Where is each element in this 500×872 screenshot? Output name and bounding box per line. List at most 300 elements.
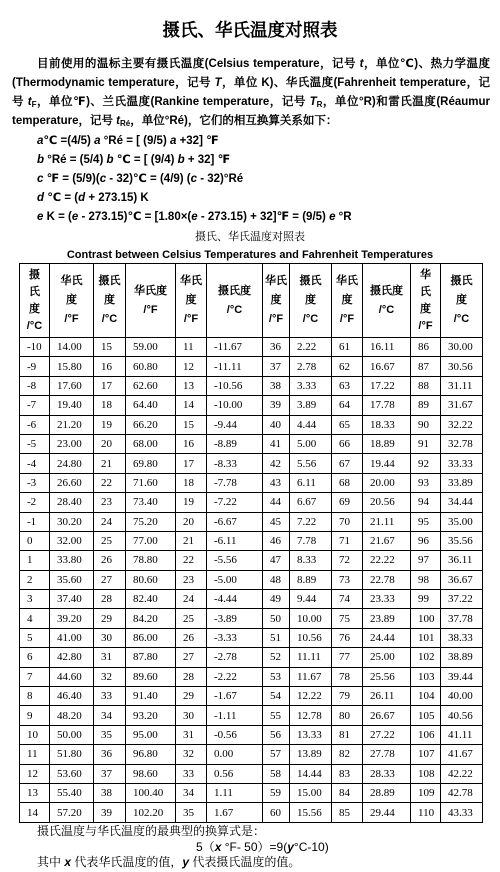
table-cell: -4 (20, 454, 50, 473)
table-cell: 99 (411, 590, 441, 609)
table-cell: 104 (411, 687, 441, 706)
table-cell: 59.00 (126, 338, 176, 357)
table-cell: 31 (94, 648, 126, 667)
intro-text: ，单位℃)、热力学温度(Thermodynamic temperature，记号 (12, 58, 490, 89)
table-cell: 16.11 (363, 338, 411, 357)
table-cell: 42.80 (50, 648, 94, 667)
table-cell: 5.00 (290, 435, 332, 454)
table-cell: 86 (411, 338, 441, 357)
table-cell: 14.44 (290, 765, 332, 784)
formula-text: - 32)℃ = (4/9) ( (106, 173, 191, 185)
table-cell: 2.22 (290, 338, 332, 357)
table-cell: 32 (94, 668, 126, 687)
table-cell: 36 (263, 338, 290, 357)
table-cell: 27.78 (363, 745, 411, 764)
formula-variable: b (37, 154, 45, 166)
table-cell: 1 (20, 551, 50, 570)
table-cell: 96 (411, 532, 441, 551)
table-cell: 8.89 (290, 571, 332, 590)
table-cell: 21.67 (363, 532, 411, 551)
table-cell: 24 (94, 513, 126, 532)
header-label: 华氏度 (179, 275, 202, 306)
table-cell: 53 (263, 668, 290, 687)
formula-text: + 273.15) K (85, 192, 149, 204)
header-label: 华氏度 (60, 275, 83, 306)
table-cell: -6.67 (207, 513, 263, 532)
formula-text: + 32] ℉ (184, 154, 231, 166)
table-cell: 22.78 (363, 571, 411, 590)
footer-formula (196, 840, 329, 855)
table-header-cell (50, 264, 94, 338)
table-cell: 0.56 (207, 765, 263, 784)
footer-variable: y (182, 855, 190, 869)
table-cell: -8.89 (207, 435, 263, 454)
table-cell: -11.67 (207, 338, 263, 357)
table-cell: 24.80 (50, 454, 94, 473)
table-cell: -4.44 (207, 590, 263, 609)
table-cell: 21.11 (363, 513, 411, 532)
table-cell: 28 (176, 668, 207, 687)
table-cell: 50.00 (50, 726, 94, 745)
table-cell: 39.20 (50, 609, 94, 628)
intro-variable: T (214, 77, 222, 89)
footer-formula-text: °C-10) (293, 839, 329, 854)
table-cell: 59 (263, 784, 290, 803)
table-header-cell (290, 264, 332, 338)
table-header-cell (126, 264, 176, 338)
table-cell: 18.33 (363, 416, 411, 435)
table-cell: 3.33 (290, 377, 332, 396)
header-unit: /°C (26, 319, 43, 332)
table-cell: 68.00 (126, 435, 176, 454)
table-cell: 3 (20, 590, 50, 609)
table-cell: -8.33 (207, 454, 263, 473)
table-cell: 2.78 (290, 357, 332, 376)
footer-formula-text: 5（ (196, 839, 215, 854)
table-cell: 89.60 (126, 668, 176, 687)
header-unit: /°F (268, 313, 284, 325)
table-cell: 20.56 (363, 493, 411, 512)
table-cell: 46 (263, 532, 290, 551)
table-cell: 36.67 (441, 571, 483, 590)
header-unit: /°C (378, 303, 395, 316)
table-cell: 80 (332, 706, 363, 725)
table-cell: 77 (332, 648, 363, 667)
intro-text: ，单位°R)和雷氏温度(Réaumur temperature，记号 (12, 96, 490, 127)
table-cell: 56 (263, 726, 290, 745)
table-header-cell (363, 264, 411, 338)
footer-variable: x (64, 855, 72, 869)
table-cell: 40 (263, 416, 290, 435)
table-cell: 41.11 (441, 726, 483, 745)
table-cell: 15.00 (290, 784, 332, 803)
table-cell: 87.80 (126, 648, 176, 667)
header-label: 摄氏度 (450, 275, 473, 306)
intro-variable: t (359, 58, 364, 70)
table-cell: 86.00 (126, 629, 176, 648)
table-cell: 42.78 (441, 784, 483, 803)
table-cell: 98.60 (126, 765, 176, 784)
table-cell: 30 (94, 629, 126, 648)
table-cell: 26 (176, 629, 207, 648)
table-cell: 71 (332, 532, 363, 551)
table-cell: 34.44 (441, 493, 483, 512)
temperature-table (19, 263, 483, 823)
header-label: 摄氏度 (98, 275, 121, 306)
table-cell: 17 (94, 377, 126, 396)
table-cell: 37 (263, 357, 290, 376)
table-header-cell (411, 264, 441, 338)
table-cell: -0.56 (207, 726, 263, 745)
table-cell: -7.22 (207, 493, 263, 512)
table-cell: 6.11 (290, 474, 332, 493)
table-cell: 12.78 (290, 706, 332, 725)
table-cell: 8.33 (290, 551, 332, 570)
formula-line (37, 208, 487, 227)
table-cell: 18 (176, 474, 207, 493)
table-cell: -9 (20, 357, 50, 376)
table-cell: 66.20 (126, 416, 176, 435)
header-unit: /°F (143, 303, 158, 316)
table-cell: 10.56 (290, 629, 332, 648)
table-cell: 19 (94, 416, 126, 435)
table-header-cell (441, 264, 483, 338)
table-cell: 26.11 (363, 687, 411, 706)
footer-formula-text: °F- 50）=9( (221, 839, 288, 854)
header-unit: /°F (418, 319, 433, 332)
table-cell: 6.67 (290, 493, 332, 512)
table-cell: 15 (94, 338, 126, 357)
table-cell: 73 (332, 571, 363, 590)
formula-text: +32] ℉ (176, 135, 219, 147)
table-cell: 1.11 (207, 784, 263, 803)
table-cell: 4.44 (290, 416, 332, 435)
table-cell: 25 (176, 609, 207, 628)
table-cell: 93.20 (126, 706, 176, 725)
table-cell: 14 (176, 396, 207, 415)
table-cell: 44 (263, 493, 290, 512)
header-unit: /°F (64, 313, 79, 325)
table-cell: 70 (332, 513, 363, 532)
footer-variable: x (214, 839, 222, 854)
table-cell: 37.40 (50, 590, 94, 609)
table-cell: 93 (411, 474, 441, 493)
table-cell: 76 (332, 629, 363, 648)
formula-text: ℉ = (5/9)( (43, 173, 100, 185)
table-cell: 67 (332, 454, 363, 473)
table-cell: 13 (20, 784, 50, 803)
header-unit: /°C (101, 313, 118, 325)
table-cell: 22 (94, 474, 126, 493)
table-cell: 1.67 (207, 803, 263, 822)
table-cell: 28.33 (363, 765, 411, 784)
table-cell: 51.80 (50, 745, 94, 764)
formula-variable: b (106, 154, 114, 166)
table-cell: 65 (332, 416, 363, 435)
table-cell: 75.20 (126, 513, 176, 532)
table-cell: 11.11 (290, 648, 332, 667)
table-cell: -1.67 (207, 687, 263, 706)
table-cell: 19 (176, 493, 207, 512)
table-cell: 91 (411, 435, 441, 454)
table-cell: -1 (20, 513, 50, 532)
table-cell: -6 (20, 416, 50, 435)
table-cell: 78.80 (126, 551, 176, 570)
table-cell: 48.20 (50, 706, 94, 725)
table-cell: 36.11 (441, 551, 483, 570)
table-cell: 27 (94, 571, 126, 590)
table-cell: 31.67 (441, 396, 483, 415)
table-cell: 2 (20, 571, 50, 590)
footer-note-text: 其中 (37, 855, 65, 869)
formula-variable: a (37, 135, 44, 147)
table-cell: 94 (411, 493, 441, 512)
table-cell: -2.78 (207, 648, 263, 667)
table-cell: 4 (20, 609, 50, 628)
table-cell: 13.89 (290, 745, 332, 764)
table-cell: 17 (176, 454, 207, 473)
table-cell: 55.40 (50, 784, 94, 803)
intro-variable: T (309, 96, 317, 108)
table-cell: 26.60 (50, 474, 94, 493)
table-cell: 45 (263, 513, 290, 532)
table-cell: 14.00 (50, 338, 94, 357)
intro-text: ，单位 K)、华氏温度(Fahrenheit temperature，记号 (12, 77, 491, 108)
formula-text: ℃ =(4/5) (43, 135, 95, 147)
table-cell: 11 (176, 338, 207, 357)
header-label: 华氏度 (133, 284, 167, 297)
table-cell: 100 (411, 609, 441, 628)
header-label: 摄氏度 (299, 275, 322, 306)
table-cell: 23 (94, 493, 126, 512)
table-cell: 30.20 (50, 513, 94, 532)
table-cell: 98 (411, 571, 441, 590)
table-cell: 108 (411, 765, 441, 784)
table-cell: 25.00 (363, 648, 411, 667)
table-cell: 69.80 (126, 454, 176, 473)
table-cell: 22 (176, 551, 207, 570)
formula-text: ℃ = [ (9/4) (113, 154, 178, 166)
table-cell: 61 (332, 338, 363, 357)
table-cell: 19.40 (50, 396, 94, 415)
table-cell: 101 (411, 629, 441, 648)
table-cell: 52 (263, 648, 290, 667)
table-cell: 39.44 (441, 668, 483, 687)
header-label: 摄氏度 (28, 268, 40, 315)
footer-note-text: 代表华氏温度的值， (71, 855, 183, 869)
table-cell: 27.22 (363, 726, 411, 745)
table-cell: 77.00 (126, 532, 176, 551)
header-unit: /°C (453, 313, 470, 325)
table-cell: 27 (176, 648, 207, 667)
table-cell: 32.22 (441, 416, 483, 435)
formula-line (37, 151, 487, 170)
table-cell: 88 (411, 377, 441, 396)
table-cell: 49 (263, 590, 290, 609)
table-cell: 109 (411, 784, 441, 803)
table-cell: -1.11 (207, 706, 263, 725)
table-cell: 106 (411, 726, 441, 745)
table-cell: 17.78 (363, 396, 411, 415)
table-cell: 57 (263, 745, 290, 764)
table-cell: -9.44 (207, 416, 263, 435)
table-cell: 29 (94, 609, 126, 628)
table-cell: 39 (263, 396, 290, 415)
intro-variable: t (27, 96, 32, 108)
table-cell: 103 (411, 668, 441, 687)
table-cell: -7 (20, 396, 50, 415)
table-cell: 35.56 (441, 532, 483, 551)
table-cell: 7 (20, 668, 50, 687)
table-cell: 97 (411, 551, 441, 570)
table-cell: 72 (332, 551, 363, 570)
intro-subscript: F (31, 100, 37, 109)
intro-text: ，单位℉)、兰氏温度(Rankine temperature，记号 (36, 96, 310, 108)
header-unit: /°F (183, 313, 199, 325)
table-cell: 63 (332, 377, 363, 396)
table-cell: 15.80 (50, 357, 94, 376)
table-header-cell (263, 264, 290, 338)
table-cell: 107 (411, 745, 441, 764)
table-cell: 64 (332, 396, 363, 415)
table-cell: 8 (20, 687, 50, 706)
table-cell: 51 (263, 629, 290, 648)
table-cell: 35 (176, 803, 207, 822)
table-cell: 30.00 (441, 338, 483, 357)
formula-line (37, 132, 487, 151)
table-cell: 25 (94, 532, 126, 551)
table-cell: 74 (332, 590, 363, 609)
table-cell: -2.22 (207, 668, 263, 687)
table-cell: 96.80 (126, 745, 176, 764)
formula-variable: e (191, 211, 198, 223)
table-cell: 54 (263, 687, 290, 706)
table-cell: 91.40 (126, 687, 176, 706)
table-cell: 18 (94, 396, 126, 415)
formula-text: - 273.15)℃ = [1.80×( (78, 211, 192, 223)
table-cell: 12.22 (290, 687, 332, 706)
table-cell: 95 (411, 513, 441, 532)
formula-variable: e (71, 211, 79, 223)
table-cell: 17.60 (50, 377, 94, 396)
page-title: 摄氏、华氏温度对照表 (162, 20, 338, 40)
table-cell: 92 (411, 454, 441, 473)
table-cell: 100.40 (126, 784, 176, 803)
table-cell: 90 (411, 416, 441, 435)
table-cell: 37.22 (441, 590, 483, 609)
header-unit: /°C (226, 303, 243, 316)
table-cell: 18.89 (363, 435, 411, 454)
table-cell: 32 (176, 745, 207, 764)
header-label: 摄氏度 (369, 284, 403, 297)
table-cell: 58 (263, 765, 290, 784)
table-cell: 68 (332, 474, 363, 493)
formula-line (37, 170, 487, 189)
table-cell: 38 (94, 784, 126, 803)
table-cell: 14 (20, 803, 50, 822)
table-cell: 3.89 (290, 396, 332, 415)
table-cell: -5 (20, 435, 50, 454)
table-cell: 0.00 (207, 745, 263, 764)
footer-note-text: 代表摄氏温度的值。 (189, 855, 301, 869)
table-cell: 38.89 (441, 648, 483, 667)
table-cell: -5.00 (207, 571, 263, 590)
table-cell: 10 (20, 726, 50, 745)
table-cell: 62.60 (126, 377, 176, 396)
table-cell: 29.44 (363, 803, 411, 822)
table-caption: Contrast between Celsius Temperatures and Fahrenheit Temperatures (66, 249, 434, 261)
table-cell: 62 (332, 357, 363, 376)
table-cell: 40.56 (441, 706, 483, 725)
table-cell: 71.60 (126, 474, 176, 493)
table-cell: 20 (94, 435, 126, 454)
table-cell: -10 (20, 338, 50, 357)
table-header-cell (207, 264, 263, 338)
table-cell: 53.60 (50, 765, 94, 784)
table-cell: 89 (411, 396, 441, 415)
table-cell: -10.00 (207, 396, 263, 415)
table-cell: 35 (94, 726, 126, 745)
header-unit: /°F (339, 313, 355, 325)
table-cell: 95.00 (126, 726, 176, 745)
formula-variable: a (169, 135, 177, 147)
table-cell: 23.89 (363, 609, 411, 628)
table-cell: 81 (332, 726, 363, 745)
table-cell: 26 (94, 551, 126, 570)
table-cell: 37.78 (441, 609, 483, 628)
table-cell: 83 (332, 765, 363, 784)
table-cell: 31 (176, 726, 207, 745)
table-cell: 87 (411, 357, 441, 376)
formula-variable: c (37, 173, 44, 185)
table-cell: 79 (332, 687, 363, 706)
formula-variable: a (94, 135, 101, 147)
intro-variable: t (116, 115, 121, 127)
table-cell: 29 (176, 687, 207, 706)
table-header-cell (332, 264, 363, 338)
table-cell: 28 (94, 590, 126, 609)
formula-variable: c (99, 173, 107, 185)
table-cell: 85 (332, 803, 363, 822)
table-cell: 33 (94, 687, 126, 706)
table-cell: 16.67 (363, 357, 411, 376)
table-cell: 105 (411, 706, 441, 725)
table-cell: 24.44 (363, 629, 411, 648)
table-cell: 73.40 (126, 493, 176, 512)
table-cell: -8 (20, 377, 50, 396)
table-cell: 44.60 (50, 668, 94, 687)
table-cell: 10.00 (290, 609, 332, 628)
table-cell: 82 (332, 745, 363, 764)
formula-variable: e (37, 211, 44, 223)
header-label: 华氏度 (419, 268, 431, 315)
table-cell: 33.33 (441, 454, 483, 473)
formula-variable: e (329, 211, 336, 223)
table-cell: -3.89 (207, 609, 263, 628)
table-cell: -3 (20, 474, 50, 493)
table-cell: 23 (176, 571, 207, 590)
table-cell: 26.67 (363, 706, 411, 725)
formula-text: - 273.15) + 32]℉ = (9/5) (197, 211, 330, 223)
table-cell: 80.60 (126, 571, 176, 590)
table-cell: 69 (332, 493, 363, 512)
table-cell: 41.00 (50, 629, 94, 648)
conversion-formulas (37, 132, 487, 227)
table-cell: -11.11 (207, 357, 263, 376)
table-cell: 13.33 (290, 726, 332, 745)
table-cell: 6 (20, 648, 50, 667)
table-cell: 34 (94, 706, 126, 725)
